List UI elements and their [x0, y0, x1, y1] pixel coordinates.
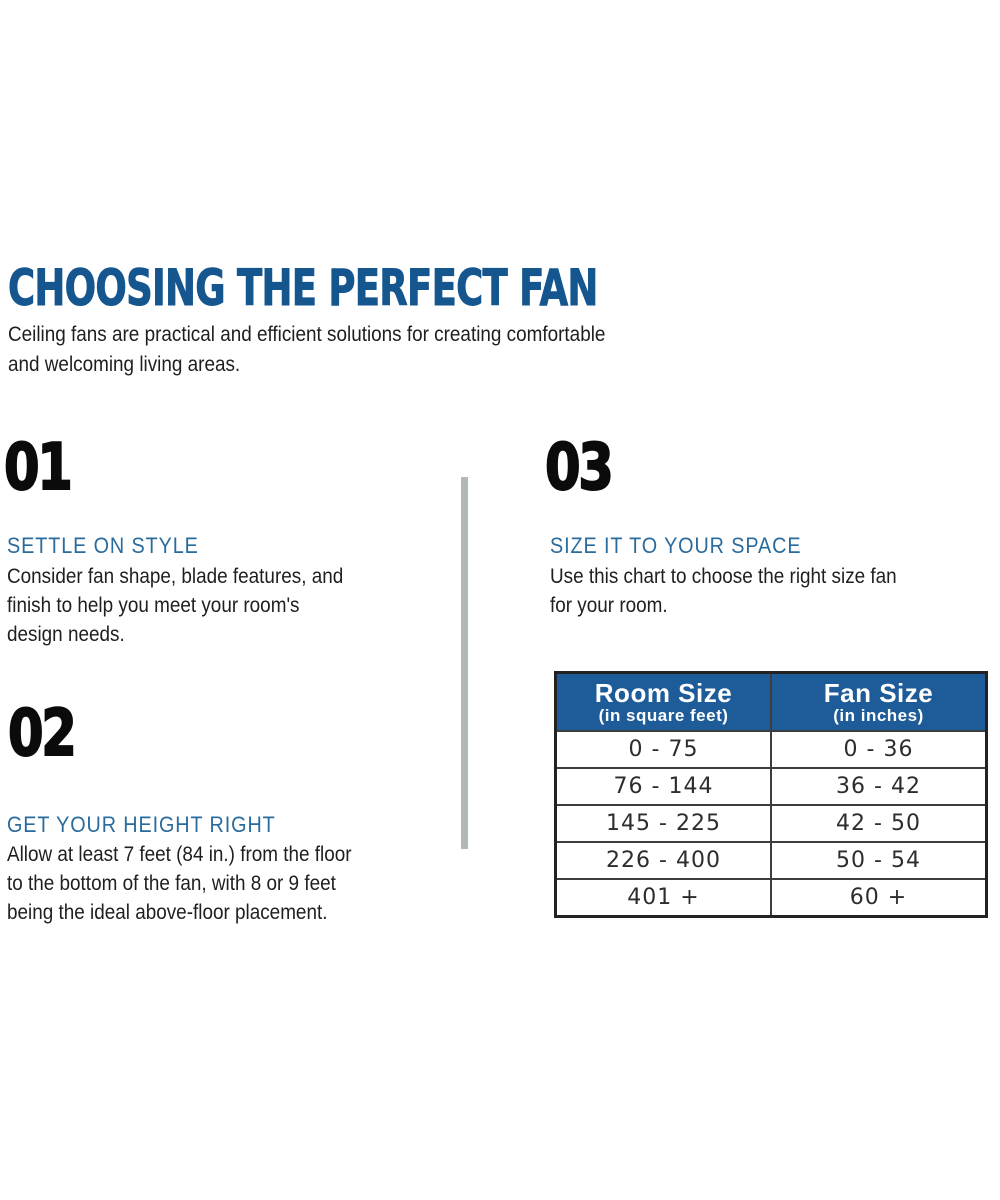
step-3-number: 03 — [545, 431, 612, 505]
body-line: to the bottom of the fan, with 8 or 9 feet — [7, 872, 336, 895]
table-cell: 145 - 225 — [556, 805, 772, 842]
column-subtitle: (in inches) — [833, 706, 924, 725]
table-row — [556, 805, 987, 842]
table-header-fan-size — [771, 673, 987, 732]
step-3-heading: SIZE IT TO YOUR SPACE — [550, 533, 802, 558]
body-line: design needs. — [7, 623, 125, 646]
step-2-heading: GET YOUR HEIGHT RIGHT — [7, 812, 276, 837]
column-title: Fan Size — [823, 678, 934, 708]
body-line: finish to help you meet your room's — [7, 594, 300, 617]
vertical-divider — [461, 477, 468, 849]
step-3-body — [550, 562, 897, 620]
step-1-number: 01 — [4, 431, 71, 505]
body-line: Consider fan shape, blade features, and — [7, 565, 344, 588]
table-header-row — [556, 673, 987, 732]
table-row — [556, 731, 987, 768]
column-subtitle: (in square feet) — [598, 706, 729, 725]
body-line: for your room. — [550, 594, 668, 617]
table-cell: 0 - 36 — [771, 731, 987, 768]
table-cell: 60 + — [771, 879, 987, 917]
table-row — [556, 879, 987, 917]
step-1-body — [7, 562, 343, 649]
page-title: CHOOSING THE PERFECT FAN — [8, 259, 598, 317]
body-line: being the ideal above-floor placement. — [7, 901, 328, 924]
table-cell: 0 - 75 — [556, 731, 772, 768]
table-cell: 50 - 54 — [771, 842, 987, 879]
intro-paragraph — [8, 320, 605, 380]
fan-size-table — [554, 671, 988, 918]
step-1-heading: SETTLE ON STYLE — [7, 533, 199, 558]
step-2-body — [7, 840, 352, 927]
body-line: Allow at least 7 feet (84 in.) from the floor — [7, 843, 352, 866]
intro-line: and welcoming living areas. — [8, 353, 241, 376]
table-row — [556, 842, 987, 879]
table-cell: 401 + — [556, 879, 772, 917]
step-2-number: 02 — [8, 697, 75, 771]
body-line: Use this chart to choose the right size fan — [550, 565, 897, 588]
table-cell: 36 - 42 — [771, 768, 987, 805]
intro-line: Ceiling fans are practical and efficient solutions for creating comfortable — [8, 323, 606, 346]
table-cell: 226 - 400 — [556, 842, 772, 879]
table-cell: 76 - 144 — [556, 768, 772, 805]
table-row — [556, 768, 987, 805]
column-title: Room Size — [594, 678, 733, 708]
table-header-room-size — [556, 673, 772, 732]
table-cell: 42 - 50 — [771, 805, 987, 842]
